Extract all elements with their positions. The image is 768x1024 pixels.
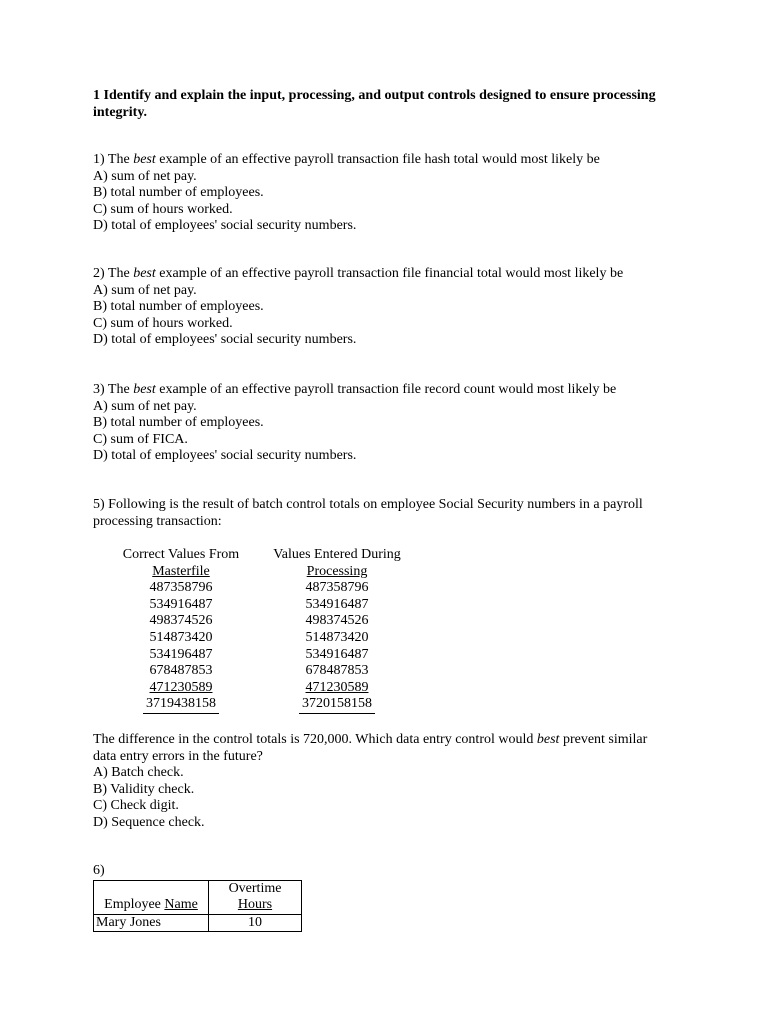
question-5-stem — [93, 732, 673, 765]
question-1-text: example of an effective payroll transaction file hash total would most likely be — [155, 152, 600, 167]
question-1-stem — [93, 152, 683, 169]
question-5-option-b: B) Validity check. — [93, 781, 195, 797]
question-2-stem — [93, 266, 668, 283]
question-5-intro: 5) Following is the result of batch control totals on employee Social Security numbers in a payroll processing transaction: — [93, 497, 643, 529]
question-6-number: 6) — [93, 863, 105, 878]
question-6 — [93, 863, 393, 932]
masterfile-value: 678487853 — [149, 663, 213, 679]
processing-value: 678487853 — [305, 663, 369, 679]
processing-total: 3720158158 — [299, 696, 375, 714]
overtime-hours-header — [209, 880, 302, 914]
question-2-option-a: A) sum of net pay. — [93, 282, 197, 298]
masterfile-value: 534196487 — [149, 646, 213, 662]
masterfile-value: 498374526 — [149, 613, 213, 629]
processing-value: 487358796 — [305, 580, 369, 596]
processing-total-wrap — [263, 696, 411, 713]
masterfile-total: 3719438158 — [143, 696, 219, 714]
processing-value: 534916487 — [305, 646, 369, 662]
masterfile-header-line2: Masterfile — [152, 563, 210, 579]
processing-value: 514873420 — [305, 629, 369, 645]
question-3-text: example of an effective payroll transaction file record count would most likely be — [155, 382, 617, 397]
masterfile-value: 514873420 — [149, 629, 213, 645]
masterfile-last-value-wrap — [107, 680, 255, 697]
processing-header-line2: Processing — [306, 563, 368, 579]
question-1-option-c: C) sum of hours worked. — [93, 201, 233, 217]
question-2-option-c: C) sum of hours worked. — [93, 315, 233, 331]
question-3-option-c: C) sum of FICA. — [93, 431, 188, 447]
overtime-table — [93, 880, 302, 933]
table-row — [94, 914, 302, 932]
employee-header-word: Employee — [104, 897, 165, 913]
question-2-number: 2) The — [93, 266, 134, 281]
masterfile-total-wrap — [107, 696, 255, 713]
question-3-number: 3) The — [93, 382, 134, 397]
question-5-text-post: prevent similar data entry errors in the future? — [93, 732, 648, 764]
processing-value: 471230589 — [305, 679, 369, 695]
table-header-row — [94, 880, 302, 914]
processing-value: 534916487 — [305, 596, 369, 612]
question-1-option-a: A) sum of net pay. — [93, 168, 197, 184]
hours-header-word: Hours — [237, 897, 273, 913]
question-5-option-d: D) Sequence check. — [93, 814, 205, 830]
question-3-option-d: D) total of employees' social security numbers. — [93, 448, 357, 464]
question-2-text: example of an effective payroll transaction file financial total would most likely be — [155, 266, 624, 281]
question-2-emphasis: best — [133, 266, 156, 281]
question-1-emphasis: best — [133, 152, 156, 167]
masterfile-value: 534916487 — [149, 596, 213, 612]
masterfile-header-line2-wrap — [107, 564, 255, 581]
question-2 — [93, 266, 668, 349]
question-5-option-a: A) Batch check. — [93, 765, 184, 781]
name-header-word: Name — [164, 897, 198, 913]
question-3 — [93, 382, 693, 465]
question-5-text-pre: The difference in the control totals is 720,000. Which data entry control would — [93, 732, 537, 747]
masterfile-column — [107, 547, 255, 713]
masterfile-value: 487358796 — [149, 580, 213, 596]
employee-name-header — [94, 880, 209, 914]
question-2-option-b: B) total number of employees. — [93, 299, 264, 315]
employee-name-cell: Mary Jones — [94, 914, 209, 932]
processing-header-line2-wrap — [263, 564, 411, 581]
processing-column — [263, 547, 411, 713]
overtime-header-word: Overtime — [228, 880, 282, 896]
masterfile-header-line1: Correct Values From — [122, 547, 240, 562]
document-page — [93, 88, 683, 930]
question-1-number: 1) The — [93, 152, 134, 167]
masterfile-value: 471230589 — [149, 679, 213, 695]
question-5 — [93, 497, 673, 530]
question-1-option-d: D) total of employees' social security numbers. — [93, 218, 357, 234]
overtime-hours-cell: 10 — [209, 914, 302, 932]
question-3-stem — [93, 382, 693, 399]
question-5-emphasis: best — [536, 732, 560, 747]
batch-control-totals — [93, 547, 493, 717]
processing-value: 498374526 — [305, 613, 369, 629]
question-3-option-b: B) total number of employees. — [93, 415, 264, 431]
question-2-option-d: D) total of employees' social security numbers. — [93, 332, 357, 348]
processing-header-line1: Values Entered During — [273, 547, 401, 562]
question-1 — [93, 152, 683, 235]
question-3-option-a: A) sum of net pay. — [93, 398, 197, 414]
question-5-prompt — [93, 732, 673, 832]
section-heading: 1 Identify and explain the input, processing, and output controls designed to ensure processing integrity. — [93, 88, 656, 120]
question-3-emphasis: best — [133, 382, 156, 397]
processing-last-value-wrap — [263, 680, 411, 697]
question-1-option-b: B) total number of employees. — [93, 185, 264, 201]
question-5-option-c: C) Check digit. — [93, 798, 179, 814]
